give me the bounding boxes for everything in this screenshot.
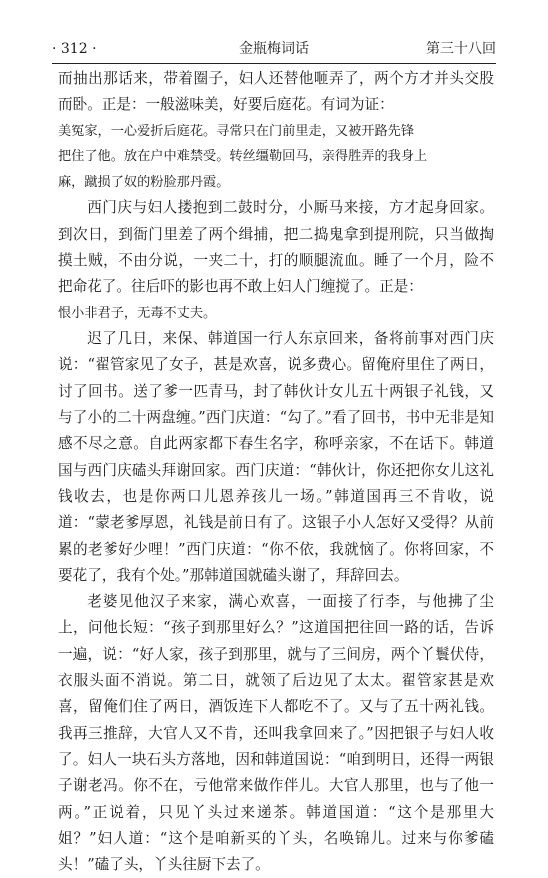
page-header <box>52 38 496 60</box>
book-title: 金瓶梅词话 <box>239 41 309 57</box>
header-rule <box>52 63 496 64</box>
page-number: · 312 · <box>52 41 97 57</box>
poem-line: 恨小非君子，无毒不丈夫。 <box>58 305 217 321</box>
paragraph: 西门庆与妇人搂抱到二鼓时分，小厮马来接，方才起身回家。到次日，到衙门里差了两个缉捕，把二捣鬼拿到提刑院，只当做掏摸土贼，不由分说，一夹二十，打的顺腿流血。睡了一个月，险不把命花了。往后吓的影也再不敢上妇人门缠搅了。正是： <box>58 199 494 296</box>
poem-line: 把住了他。放在户中难禁受。转丝缰勒回马，亲得胜弄的我身上 <box>58 149 428 165</box>
paragraph: 而抽出那话来，带着圈子，妇人还替他咂弄了，两个方才并头交股而卧。正是：一般滋味美，好要后庭花。有词为证： <box>58 70 494 114</box>
paragraph: 迟了几日，来保、韩道国一行人东京回来，备将前事对西门庆说：“翟管家见了女子，甚是欢喜，说多费心。留俺府里住了两日，讨了回书。送了爹一匹青马，封了韩伙计女儿五十两银子礼钱，又与了小的二十两盘缠。”西门庆道：“勾了。”看了回书，书中无非是知感不尽之意。自此两家都下春生名字，称呼亲家，不在话下。韩道国与西门庆磕头拜谢回家。西门庆道：“韩伙计，你还把你女儿这礼钱收去，也是你两口儿恩养孩儿一场。”韩道国再三不肯收，说道：“蒙老爹厚恩，礼钱是前日有了。这银子小人怎好又受得？从前累的老爹好少哩！”西门庆道：“你不依，我就恼了。你将回家，不要花了，我有个处。”那韩道国就磕头谢了，拜辞回去。 <box>58 330 494 584</box>
page-body <box>58 66 494 878</box>
poem-line: 美冤家，一心爱折后庭花。寻常只在门前里走，又被开路先锋 <box>58 123 415 139</box>
poem <box>58 301 494 327</box>
chapter-title: 第三十八回 <box>426 41 496 57</box>
poem-line: 麻，蹴损了奴的粉脸那丹霞。 <box>58 174 230 190</box>
poem <box>58 119 494 196</box>
paragraph: 老婆见他汉子来家，满心欢喜，一面接了行李，与他拂了尘上，问他长短：“孩子到那里好么？”这道国把往回一路的话，告诉一遍，说：“好人家，孩子到那里，就与了三间房，两个丫鬟伏侍，衣服头面不消说。第二日，就领了后边见了太太。翟管家甚是欢喜，留俺们住了两日，酒饭连下人都吃不了。又与了五十两礼钱。我再三推辞，大官人又不肯，还叫我拿回来了。”因把银子与妇人收了。妇人一块石头方落地，因和韩道国说：“咱到明日，还得一两银子谢老冯。你不在，亏他常来做作伴儿。大官人那里，也与了他一两。”正说着，只见丫头过来递茶。韩道国道：“这个是那里大姐？”妇人道：“这个是咱新买的丫头，名唤锦儿。过来与你爹磕头！”磕了头，丫头往厨下去了。 <box>58 593 494 874</box>
